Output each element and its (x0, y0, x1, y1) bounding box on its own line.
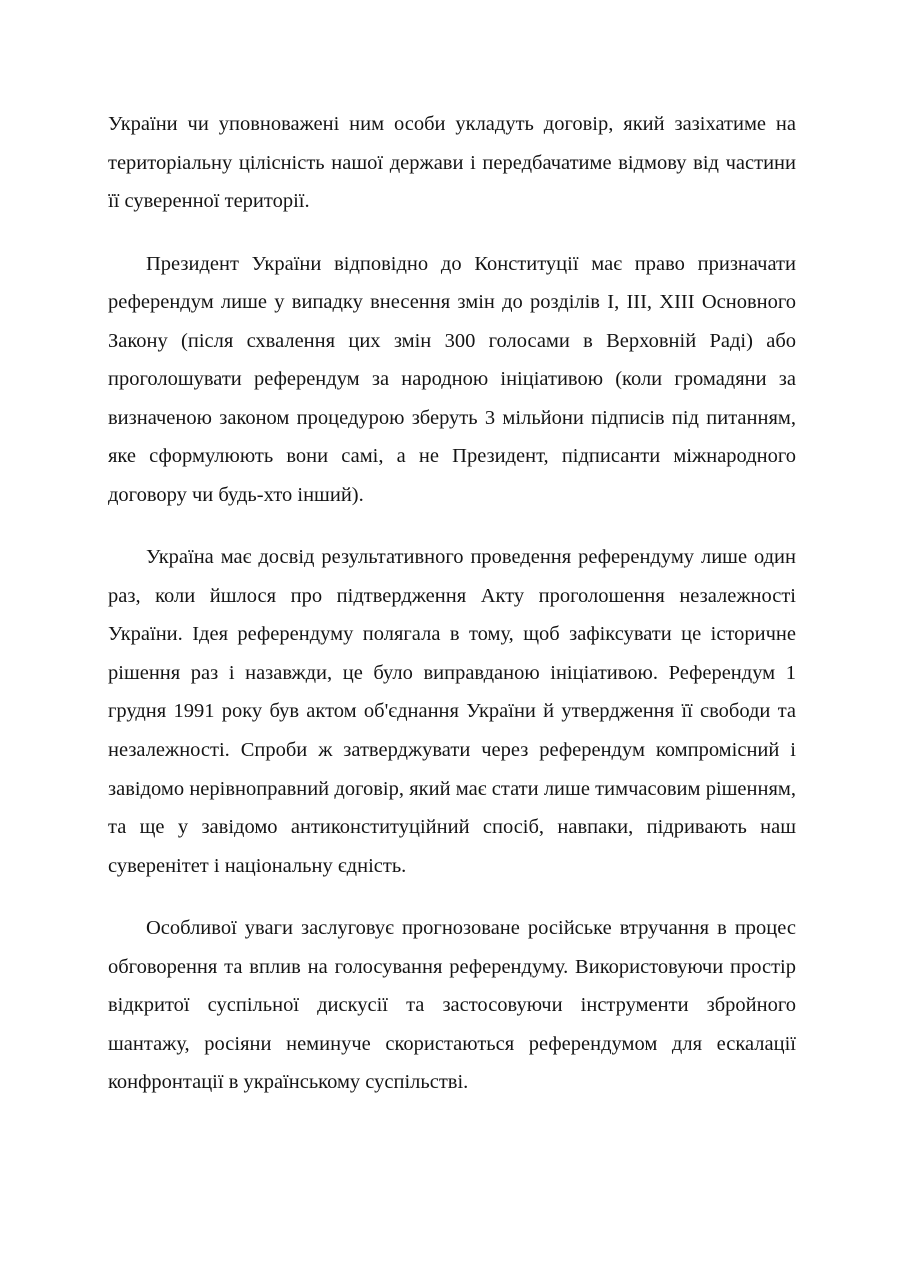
paragraph: Україна має досвід результативного проведення референдуму лише один раз, коли йшлося про підтвердження Акту проголошення незалежності України. Ідея референдуму полягала в тому, щоб зафіксувати це історичне рішення раз і назавжди, це було виправданою ініціативою. Референдум 1 грудня 1991 року був актом об'єднання України й утвердження її свободи та незалежності. Спроби ж затверджувати через референдум компромісний і завідомо нерівноправний договір, який має стати лише тимчасовим рішенням, та ще у завідомо антиконституційний спосіб, навпаки, підривають наш суверенітет і національну єдність. (108, 546, 796, 877)
document-body (108, 105, 796, 1102)
paragraph: Особливої уваги заслуговує прогнозоване російське втручання в процес обговорення та вплив на голосування референдуму. Використовуючи простір відкритої суспільної дискусії та застосовуючи інструменти збройного шантажу, росіяни неминуче скористаються референдумом для ескалації конфронтації в українському суспільстві. (108, 917, 796, 1094)
paragraph: Президент України відповідно до Конституції має право призначати референдум лише у випадку внесення змін до розділів I, III, XIII Основного Закону (після схвалення цих змін 300 голосами в Верховній Раді) або проголошувати референдум за народною ініціативою (коли громадяни за визначеною законом процедурою зберуть 3 мільйони підписів під питанням, яке сформулюють вони самі, а не Президент, підписанти міжнародного договору чи будь-хто інший). (108, 252, 796, 506)
paragraph: України чи уповноважені ним особи укладуть договір, який зазіхатиме на територіальну цілісність нашої держави і передбачатиме відмову від частини її суверенної території. (108, 113, 796, 213)
